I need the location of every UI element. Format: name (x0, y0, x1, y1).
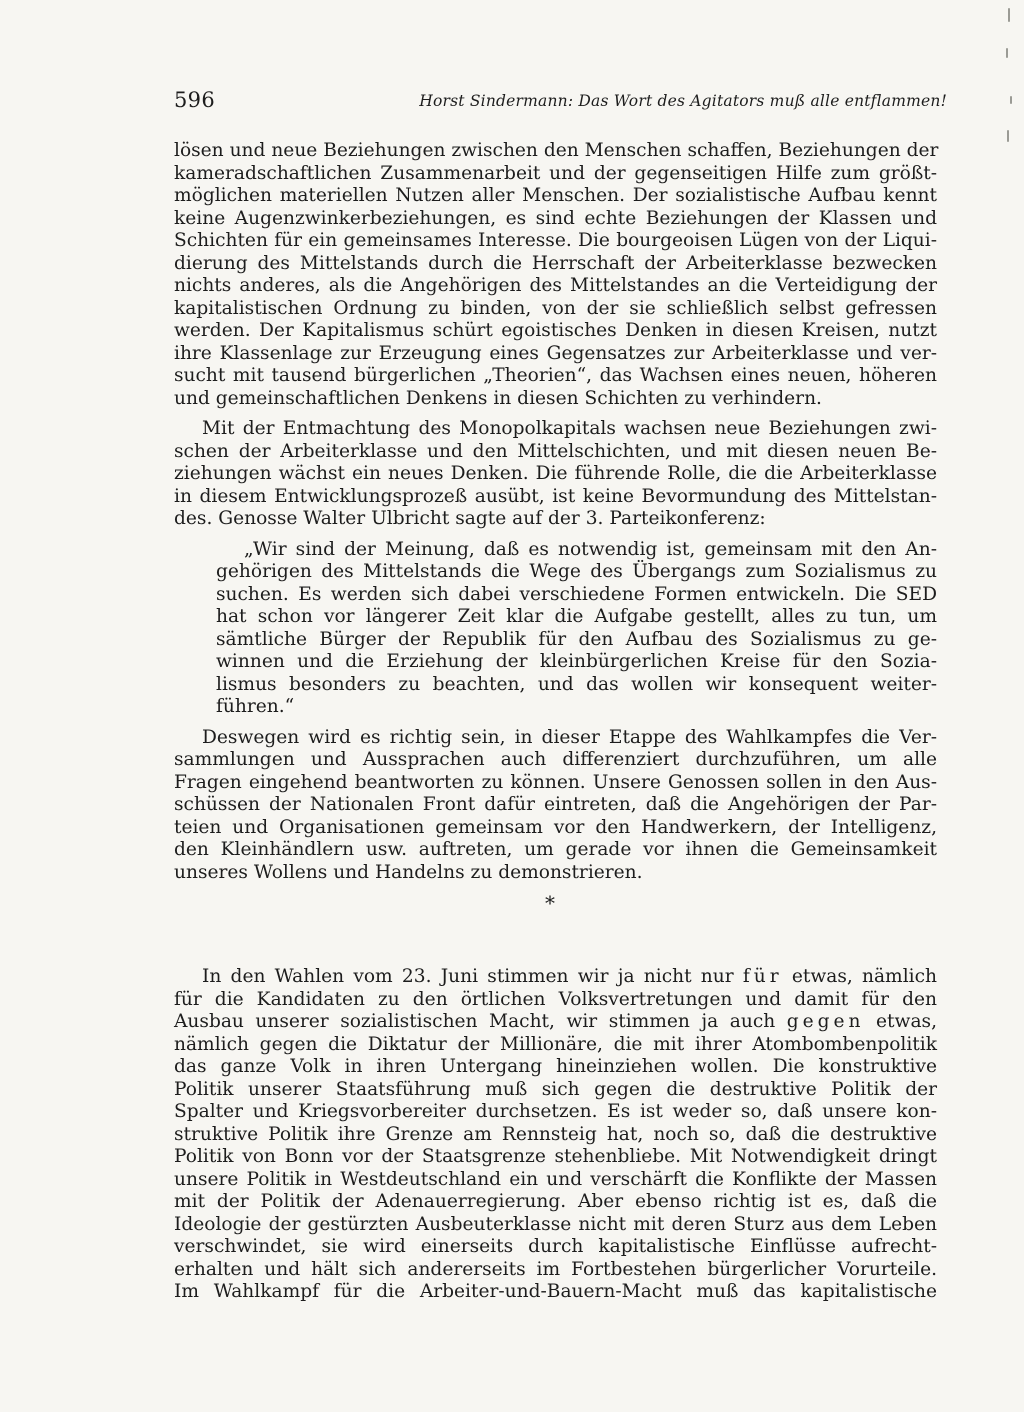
text-line: in diesem Entwicklungsprozeß ausübt, ist keine Bevormundung des Mittelstan- (174, 485, 937, 507)
emphasis-spaced: gegen (786, 1011, 865, 1032)
text-line: kapitalistischen Ordnung zu binden, von der sie schließlich selbst gefressen (174, 297, 937, 319)
text-line: „Wir sind der Meinung, daß es notwendig ist, gemeinsam mit den An- (244, 538, 937, 560)
text-line: lismus besonders zu beachten, und das wollen wir konsequent weiter- (216, 673, 937, 695)
paragraph (174, 140, 937, 410)
text-line: sämtliche Bürger der Republik für den Aufbau des Sozialismus zu ge- (216, 628, 937, 650)
text-line: des. Genosse Walter Ulbricht sagte auf der 3. Parteikonferenz: (174, 508, 766, 529)
text-line: das ganze Volk in ihren Untergang hineinziehen wollen. Die konstruktive (174, 1056, 937, 1077)
text-line: führen.“ (216, 696, 295, 717)
text-line: Spalter und Kriegsvorbereiter durchsetzen. Es ist weder so, daß unsere kon- (174, 1101, 937, 1122)
section-separator: * (545, 891, 555, 915)
text-line: unsere Politik in Westdeutschland ein und verschärft die Konflikte der Massen (174, 1168, 937, 1190)
text-line: Ausbau unserer sozialistischen Macht, wir stimmen ja auch gegen etwas, (174, 1011, 937, 1032)
text-line: struktive Politik ihre Grenze am Rennsteig hat, noch so, daß die destruktive (174, 1123, 937, 1145)
paragraph (174, 418, 937, 531)
body-text (174, 140, 937, 1304)
text-line: In den Wahlen vom 23. Juni stimmen wir ja nicht nur für etwas, nämlich (202, 966, 937, 987)
page-edge-scan-marks (1000, 0, 1018, 180)
text-line: Politik unserer Staatsführung muß sich gegen die destruktive Politik der (174, 1078, 937, 1100)
text-line: nämlich gegen die Diktatur der Millionäre, die mit ihrer Atombombenpolitik (174, 1033, 937, 1055)
page-number: 596 (174, 88, 215, 112)
text-line: ziehungen wächst ein neues Denken. Die führende Rolle, die die Arbeiterklasse (174, 463, 937, 484)
text-line: erhalten und hält sich andererseits im Fortbestehen bürgerlicher Vorurteile. (174, 1258, 937, 1280)
text-line: möglichen materiellen Nutzen aller Menschen. Der sozialistische Aufbau kennt (174, 185, 937, 206)
text-line: Ideologie der gestürzten Ausbeuterklasse nicht mit deren Sturz aus dem Leben (174, 1213, 937, 1235)
text-line: Schichten für ein gemeinsames Interesse. Die bourgeoisen Lügen von der Liqui- (174, 230, 937, 251)
text-line: sucht mit tausend bürgerlichen „Theorien“, das Wachsen eines neuen, höheren (174, 365, 937, 386)
text-line: unseres Wollens und Handelns zu demonstrieren. (174, 861, 643, 883)
text-line: hat schon vor längerer Zeit klar die Aufgabe gestellt, alles zu tun, um (216, 606, 937, 627)
paragraph (174, 966, 937, 1304)
text-line: suchen. Es werden sich dabei verschiedene Formen entwickeln. Die SED (216, 583, 937, 605)
text-line: für die Kandidaten zu den örtlichen Volksvertretungen und damit für den (174, 988, 937, 1010)
text-line: Fragen eingehend beantworten zu können. Unsere Genossen sollen in den Aus- (174, 771, 937, 793)
text-line: schüssen der Nationalen Front dafür eintreten, daß die Angehörigen der Par- (174, 794, 937, 815)
text-line: den Kleinhändlern usw. auftreten, um gerade vor ihnen die Gemeinsamkeit (174, 839, 937, 860)
running-title: Horst Sindermann: Das Wort des Agitators muß alle entflammen! (419, 92, 947, 110)
text-line: kameradschaftlichen Zusammenarbeit und der gegenseitigen Hilfe zum größt- (174, 162, 937, 184)
paragraph (174, 727, 937, 885)
text-line: Politik von Bonn vor der Staatsgrenze stehenbliebe. Mit Notwendigkeit dringt (174, 1146, 937, 1167)
text-line: lösen und neue Beziehungen zwischen den Menschen schaffen, Beziehungen der (174, 140, 939, 161)
text-line: teien und Organisationen gemeinsam vor den Handwerkern, der Intelligenz, (174, 816, 937, 838)
text-line: winnen und die Erziehung der kleinbürgerlichen Kreise für den Sozia- (216, 651, 937, 672)
page-header (174, 88, 947, 118)
text-line: schen der Arbeiterklasse und den Mittelschichten, und mit diesen neuen Be- (174, 440, 937, 462)
text-line: sammlungen und Aussprachen auch differenziert durchzuführen, um alle (174, 749, 937, 770)
text-line: und gemeinschaftlichen Denkens in diesen Schichten zu verhindern. (174, 387, 822, 409)
text-line: Deswegen wird es richtig sein, in dieser Etappe des Wahlkampfes die Ver- (202, 726, 937, 748)
emphasis-spaced: für (742, 966, 783, 987)
block-quote (216, 539, 937, 719)
text-line: verschwindet, sie wird einerseits durch kapitalistische Einflüsse aufrecht- (174, 1236, 937, 1257)
text-line: ihre Klassenlage zur Erzeugung eines Gegensatzes zur Arbeiterklasse und ver- (174, 342, 937, 364)
text-line: keine Augenzwinkerbeziehungen, es sind echte Beziehungen der Klassen und (174, 207, 937, 229)
text-line: nichts anderes, als die Angehörigen des Mittelstandes an die Verteidigung der (174, 275, 937, 296)
text-line: dierung des Mittelstands durch die Herrschaft der Arbeiterklasse bezwecken (174, 252, 937, 274)
text-line: Mit der Entmachtung des Monopolkapitals wachsen neue Beziehungen zwi- (202, 418, 937, 439)
text-line: mit der Politik der Adenauerregierung. Aber ebenso richtig ist es, daß die (174, 1191, 937, 1212)
text-line: gehörigen des Mittelstands die Wege des Übergangs zum Sozialismus zu (216, 561, 937, 582)
text-line: Im Wahlkampf für die Arbeiter-und-Bauern-Macht muß das kapitalistische (174, 1281, 937, 1302)
text-line: werden. Der Kapitalismus schürt egoistisches Denken in diesen Kreisen, nutzt (174, 320, 937, 341)
